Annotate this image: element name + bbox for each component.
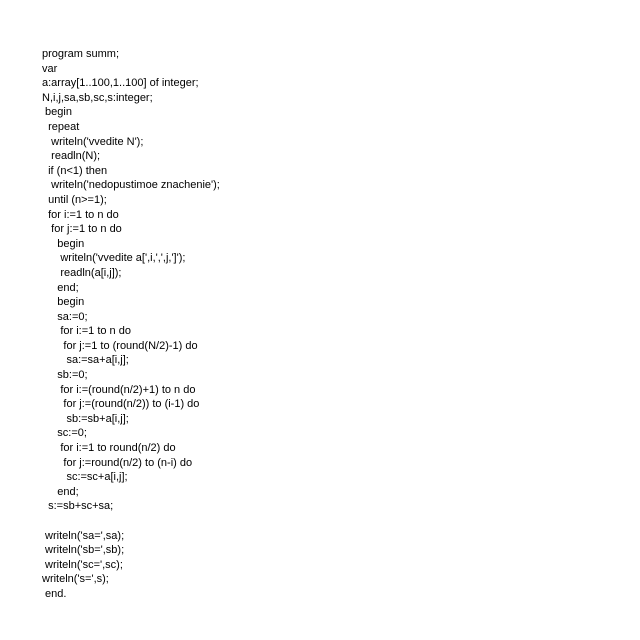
code-line: if (n<1) then — [42, 164, 108, 177]
code-line: var — [42, 62, 58, 75]
code-line: readln(a[i,j]); — [42, 266, 122, 279]
code-line: begin — [42, 296, 85, 309]
code-line: sa:=sa+a[i,j]; — [42, 354, 129, 367]
code-line: for j:=(round(n/2)) to (i-1) do — [42, 398, 200, 411]
code-line: program summ; — [42, 48, 120, 60]
code-line: for i:=1 to round(n/2) do — [42, 442, 176, 455]
code-listing — [42, 47, 220, 602]
code-line: readln(N); — [42, 150, 101, 163]
code-line: sc:=sc+a[i,j]; — [42, 471, 128, 484]
code-line: sb:=sb+a[i,j]; — [42, 412, 129, 425]
code-line: begin — [42, 106, 72, 119]
code-line: writeln('nedopustimoe znachenie'); — [42, 179, 220, 192]
code-line: for j:=round(n/2) to (n-i) do — [42, 456, 193, 469]
code-line: sb:=0; — [42, 369, 88, 382]
code-line: repeat — [42, 120, 80, 133]
code-line: writeln('vvedite N'); — [42, 135, 144, 148]
code-line: end; — [42, 281, 79, 294]
code-line: writeln('s=',s); — [42, 573, 109, 586]
code-line: for j:=1 to (round(N/2)-1) do — [42, 339, 198, 352]
code-line: for j:=1 to n do — [42, 223, 122, 236]
code-line: writeln('sc=',sc); — [42, 558, 123, 571]
code-line: writeln('sb=',sb); — [42, 544, 125, 557]
code-line: a:array[1..100,1..100] of integer; — [42, 77, 199, 90]
code-line: s:=sb+sc+sa; — [42, 500, 114, 513]
code-line: N,i,j,sa,sb,sc,s:integer; — [42, 91, 153, 104]
code-line: end; — [42, 485, 79, 498]
code-line: writeln('vvedite a[',i,',',j,']'); — [42, 252, 186, 265]
code-line: for i:=(round(n/2)+1) to n do — [42, 383, 196, 396]
code-line: begin — [42, 237, 85, 250]
code-line: sc:=0; — [42, 427, 87, 440]
code-line: until (n>=1); — [42, 193, 107, 206]
code-line: for i:=1 to n do — [42, 208, 119, 221]
code-line: writeln('sa=',sa); — [42, 529, 125, 542]
code-line: sa:=0; — [42, 310, 88, 323]
blank-line — [42, 514, 220, 529]
code-line: for i:=1 to n do — [42, 325, 131, 338]
code-line: end. — [42, 587, 67, 600]
